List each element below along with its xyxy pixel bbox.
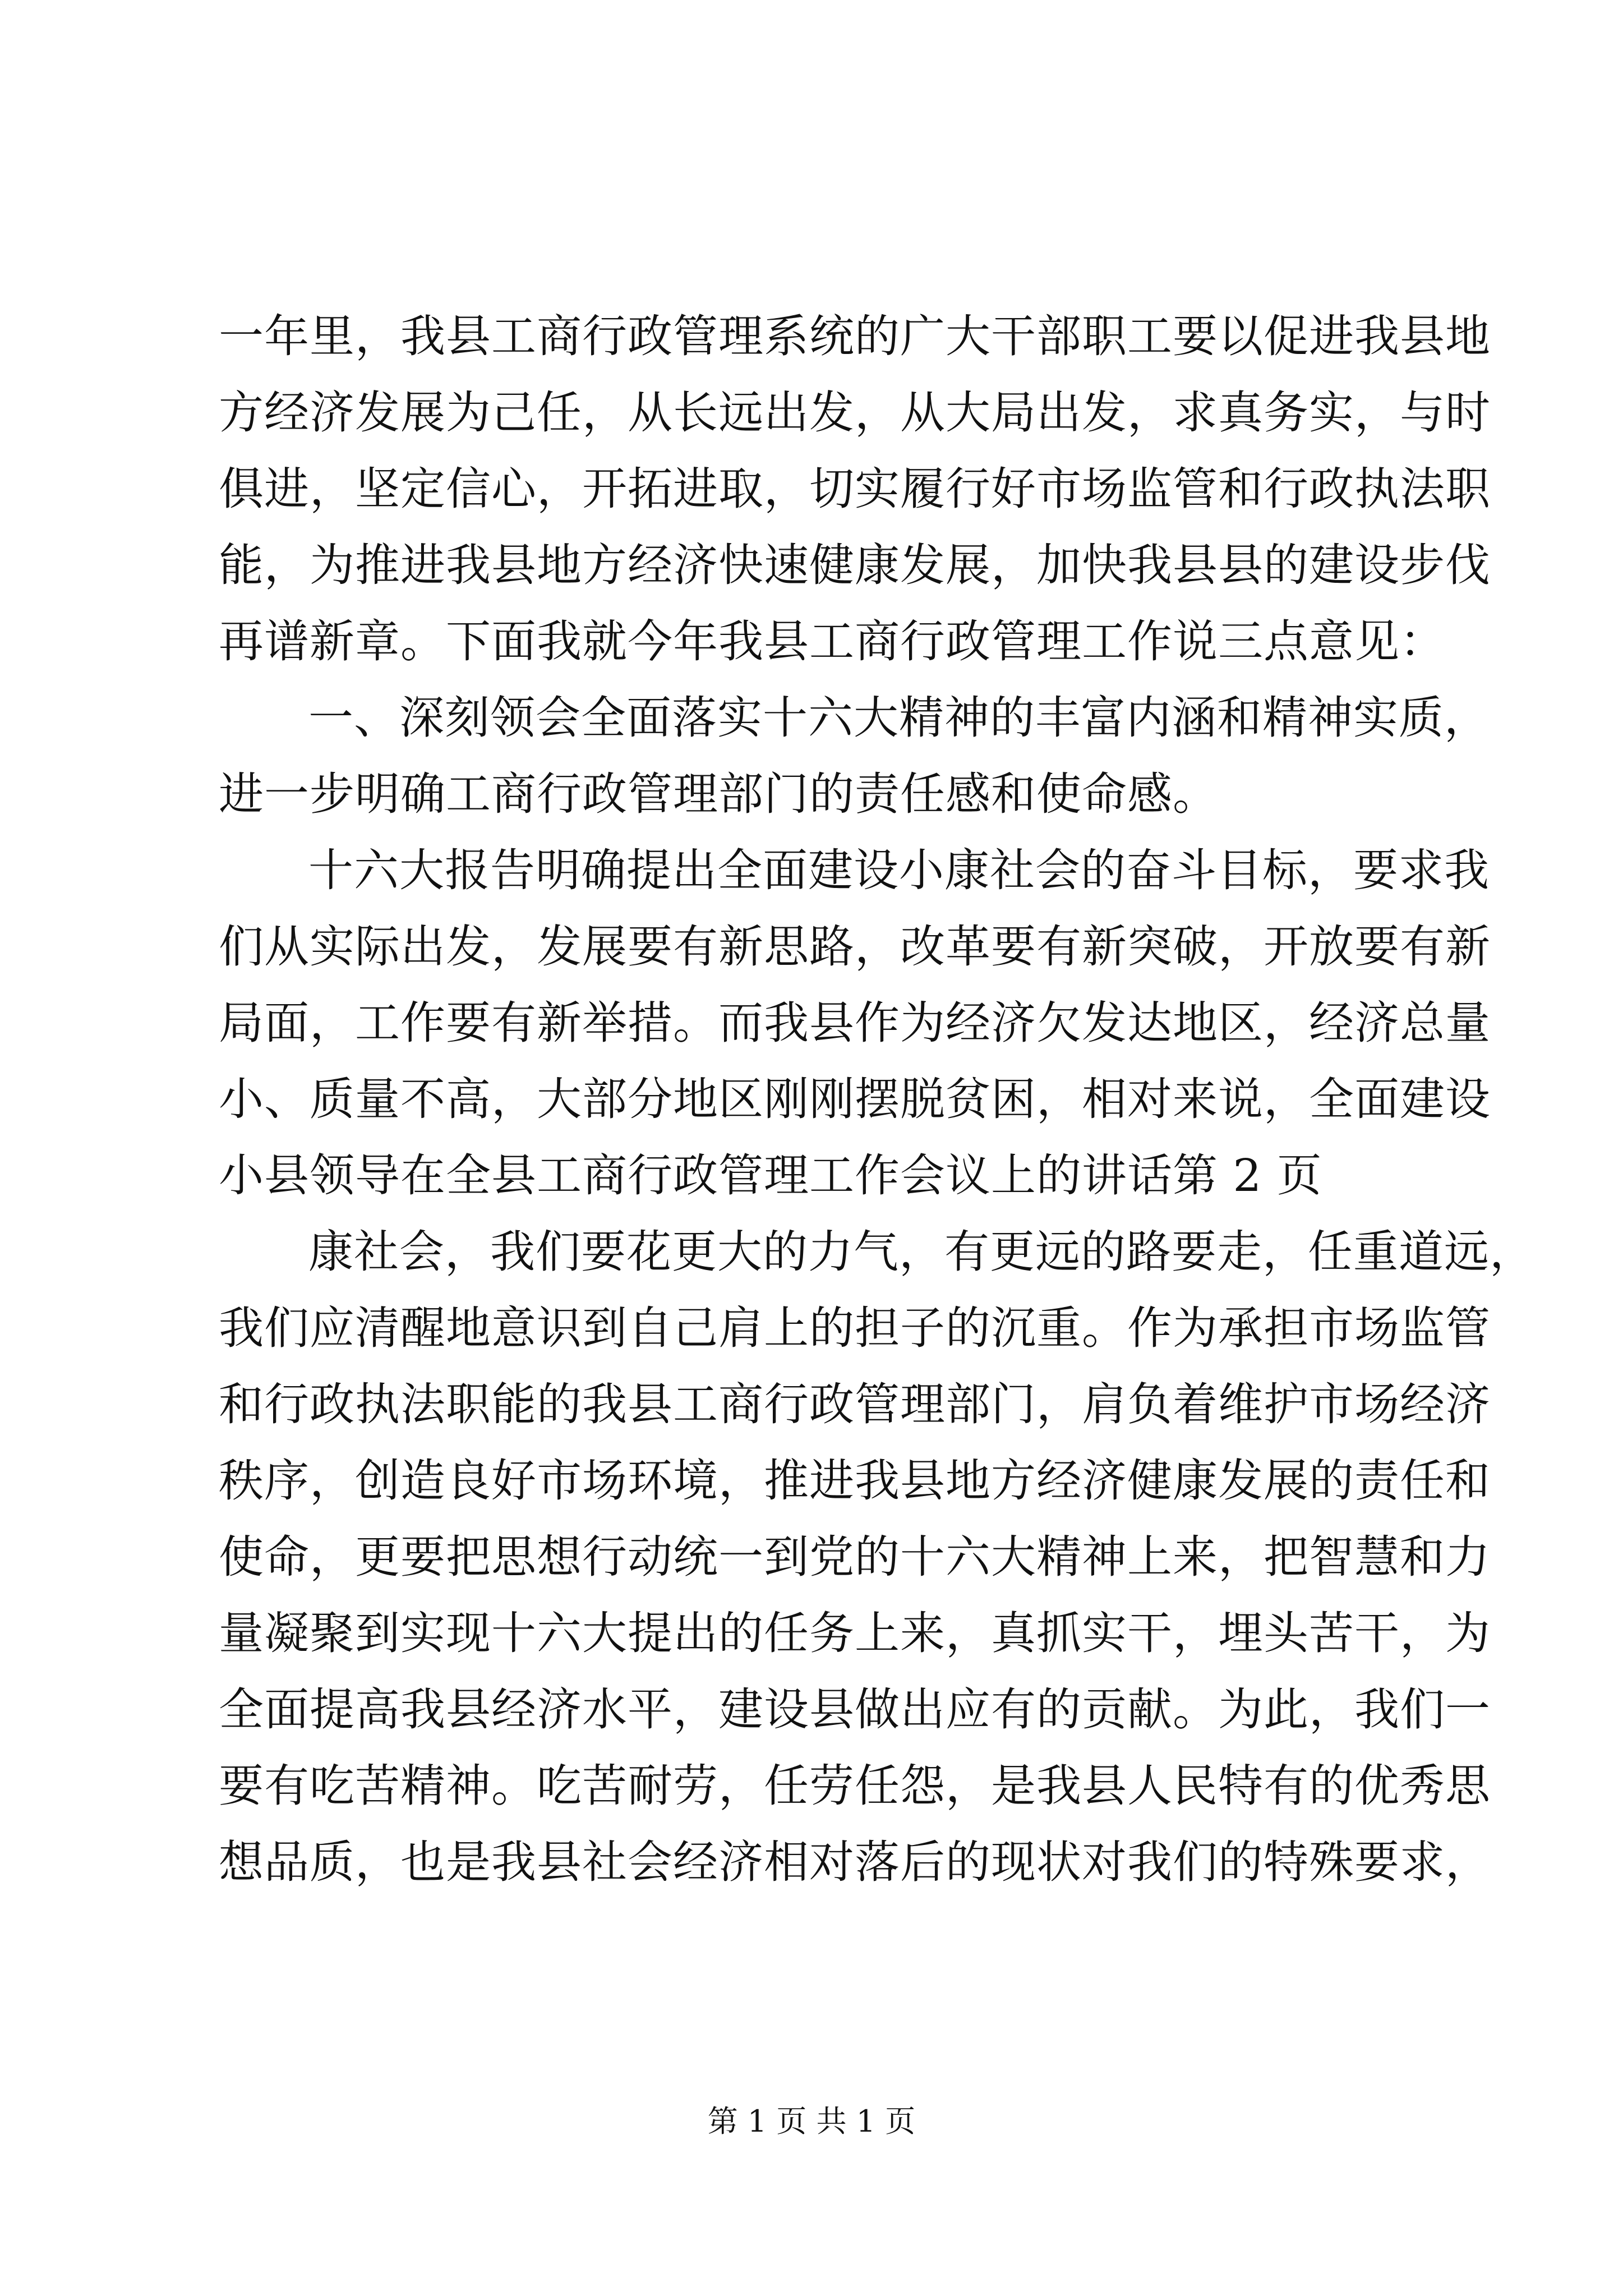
text-line: 和行政执法职能的我县工商行政管理部门，肩负着维护市场经济 <box>219 1378 1491 1430</box>
text-line: 再谱新章。下面我就今年我县工商行政管理工作说三点意见： <box>219 615 1445 668</box>
text-line: 我们应清醒地意识到自己肩上的担子的沉重。作为承担市场监管 <box>219 1302 1491 1354</box>
text-line: 使命，更要把思想行动统一到党的十六大精神上来，把智慧和力 <box>219 1531 1491 1583</box>
text-line: 俱进，坚定信心，开拓进取，切实履行好市场监管和行政执法职 <box>219 463 1491 515</box>
text-line: 想品质，也是我县社会经济相对落后的现状对我们的特殊要求， <box>219 1836 1491 1888</box>
page-break-title-line: 小县领导在全县工商行政管理工作会议上的讲话第 2 页 <box>219 1149 1322 1202</box>
text-line: 秩序，创造良好市场环境，推进我县地方经济健康发展的责任和 <box>219 1455 1491 1507</box>
page-number-label: 第 1 页 共 1 页 <box>707 2104 916 2139</box>
section-heading-line: 进一步明确工商行政管理部门的责任感和使命感。 <box>219 768 1218 820</box>
text-line: 全面提高我县经济水平，建设县做出应有的贡献。为此，我们一 <box>219 1683 1491 1736</box>
paragraph-start-line: 十六大报告明确提出全面建设小康社会的奋斗目标，要求我 <box>308 844 1490 896</box>
text-line: 量凝聚到实现十六大提出的任务上来，真抓实干，埋头苦干，为 <box>219 1607 1491 1659</box>
text-line: 局面，工作要有新举措。而我县作为经济欠发达地区，经济总量 <box>219 997 1491 1049</box>
paragraph-start-line: 康社会，我们要花更大的力气，有更远的路要走，任重道远， <box>308 1226 1535 1278</box>
text-line: 能，为推进我县地方经济快速健康发展，加快我县县的建设步伐 <box>219 539 1491 591</box>
text-line: 们从实际出发，发展要有新思路，改革要有新突破，开放要有新 <box>219 921 1491 973</box>
text-line: 小、质量不高，大部分地区刚刚摆脱贫困，相对来说，全面建设 <box>219 1073 1491 1125</box>
page-footer <box>0 2099 1623 2144</box>
text-line: 方经济发展为己任，从长远出发，从大局出发，求真务实，与时 <box>219 386 1491 439</box>
text-line: 要有吃苦精神。吃苦耐劳，任劳任怨，是我县人民特有的优秀思 <box>219 1760 1491 1812</box>
section-heading-line: 一、深刻领会全面落实十六大精神的丰富内涵和精神实质， <box>308 692 1490 744</box>
document-body <box>219 298 1535 1901</box>
text-line: 一年里，我县工商行政管理系统的广大干部职工要以促进我县地 <box>219 310 1491 362</box>
